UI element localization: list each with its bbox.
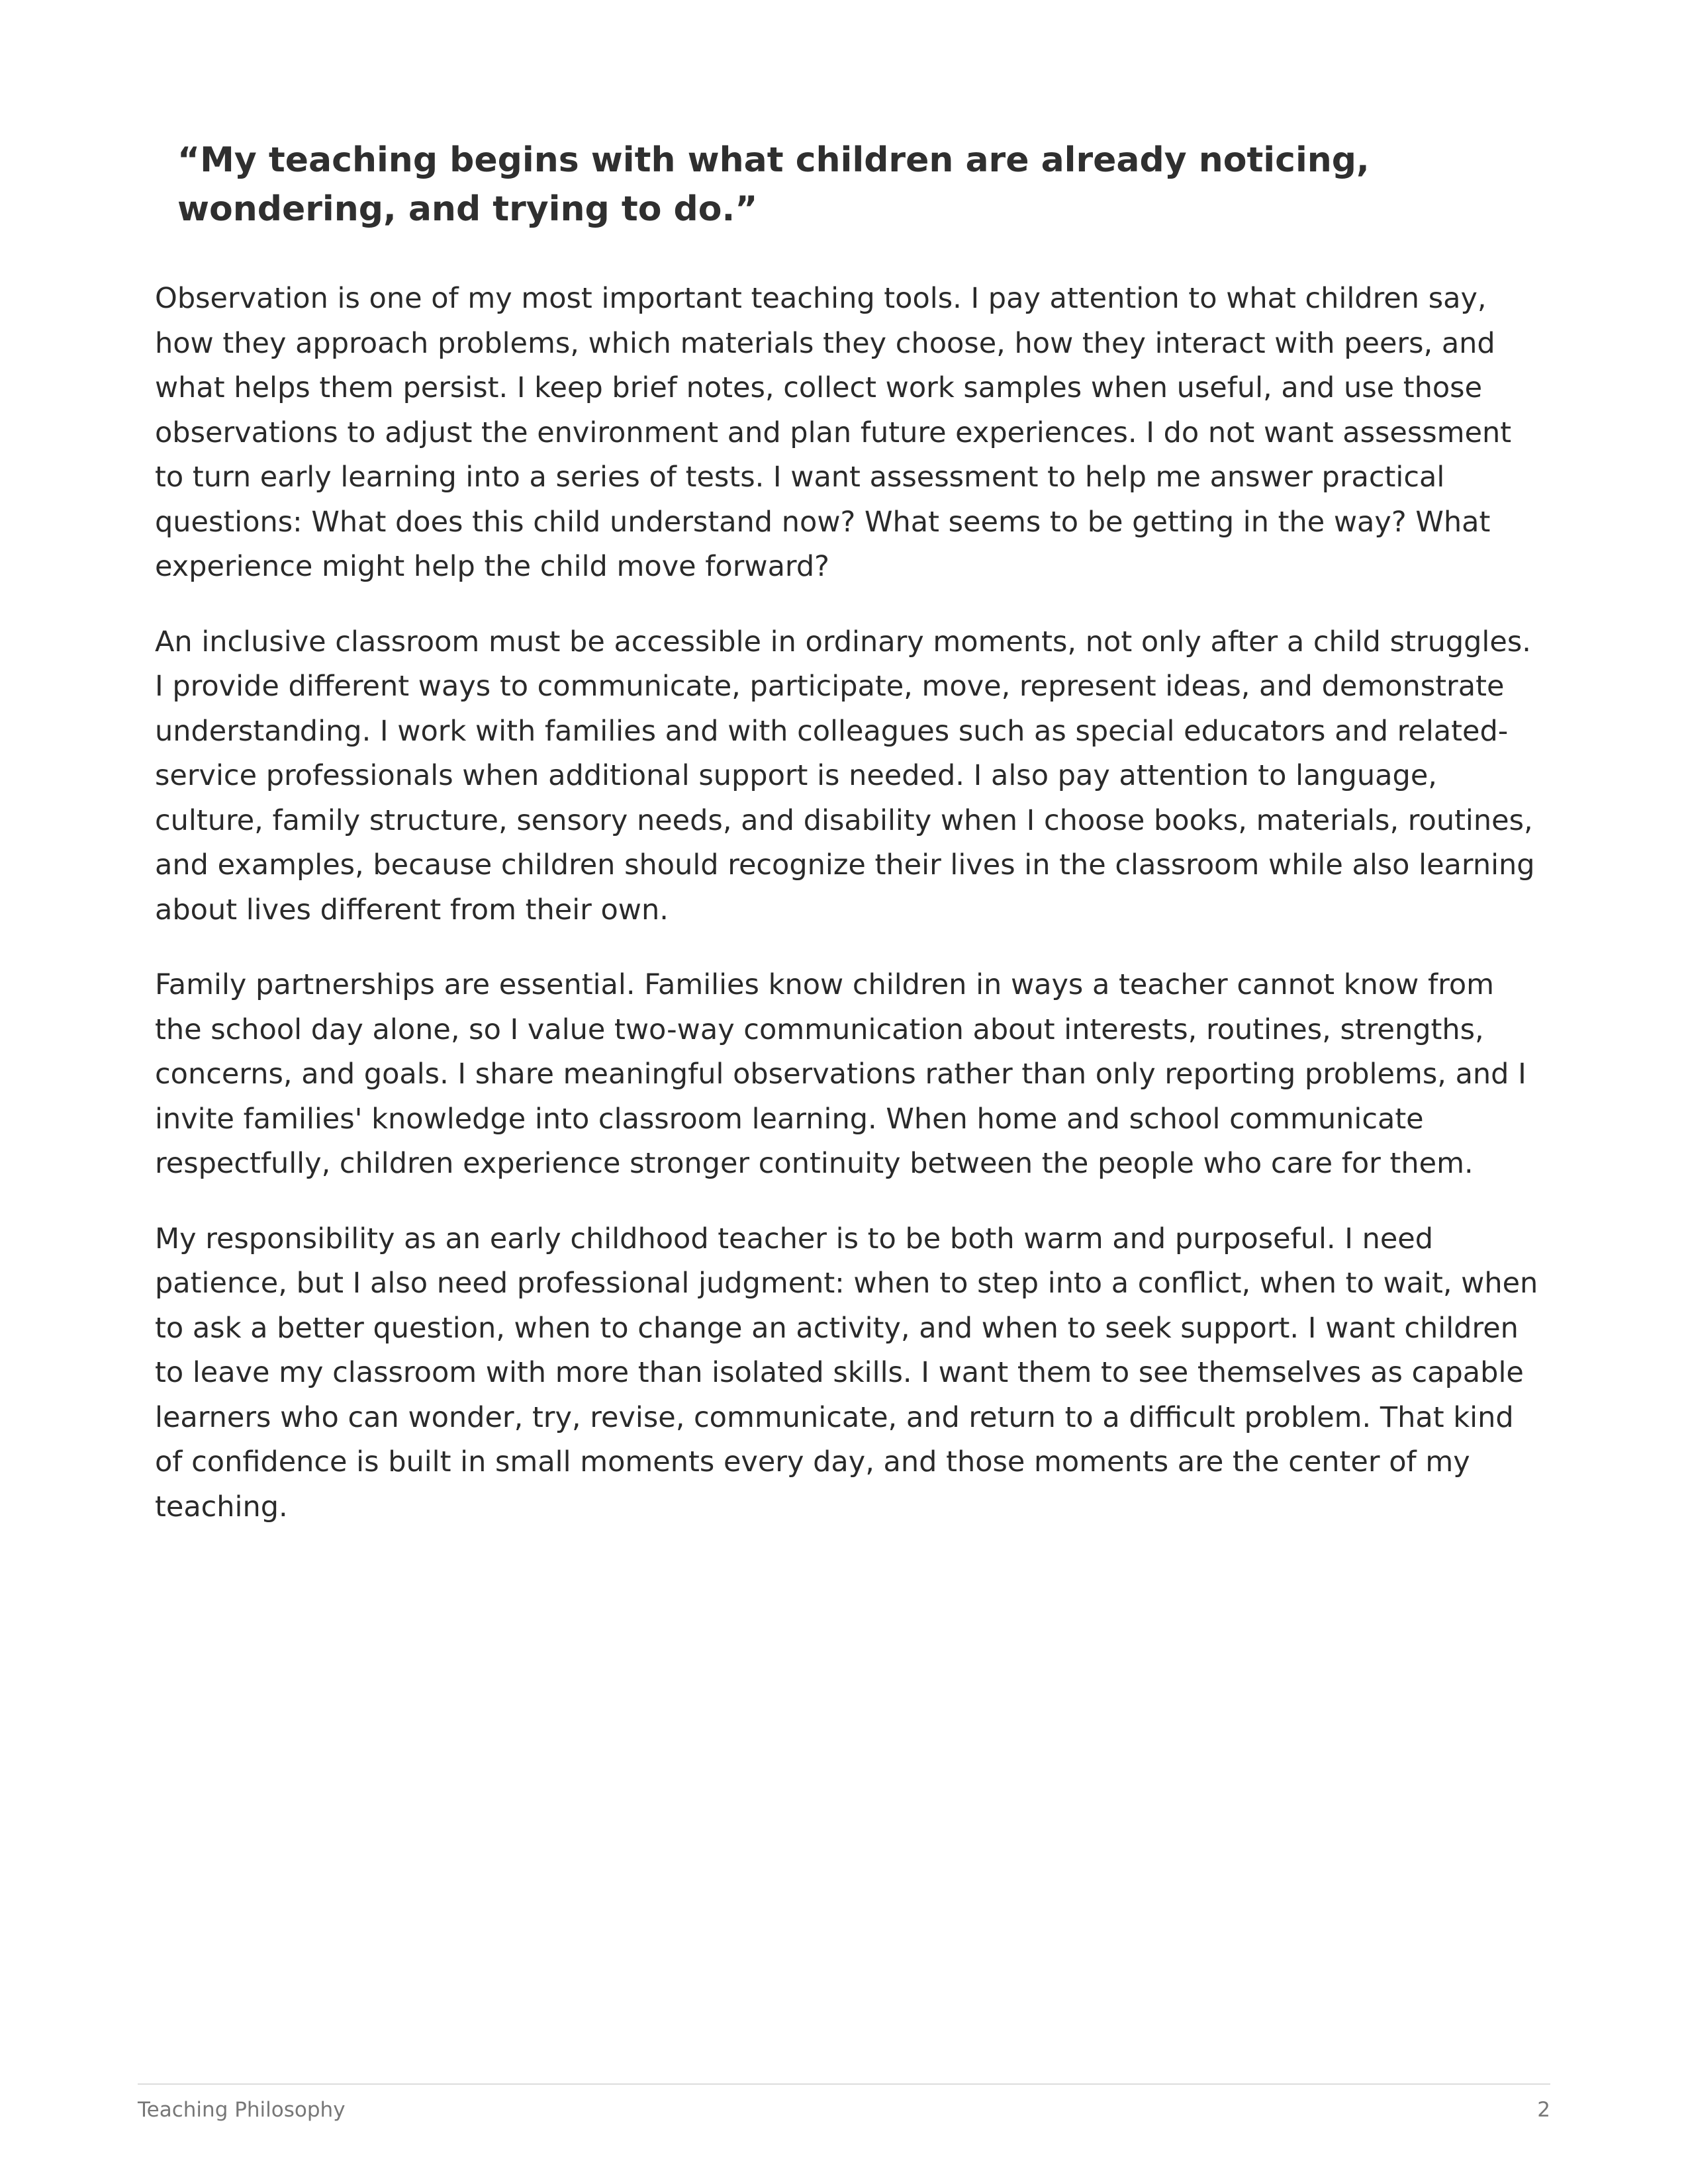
body-text xyxy=(155,277,1545,1560)
pull-quote: “My teaching begins with what children are already noticing, wondering, and trying to do.” xyxy=(177,140,1370,229)
paragraph-family-partnerships: Family partnerships are essential. Families know children in ways a teacher cannot know from the school day alone, so I value two-way communication about interests, routines, strengths, concerns, and goals. I share meaningful observations rather than only reporting problems, and I invite families' knowledge into classroom learning. When home and school communicate respectfully, children experience stronger continuity between the people who care for them. xyxy=(155,968,1526,1180)
footer-page-number: 2 xyxy=(1537,2098,1550,2122)
footer-document-title: Teaching Philosophy xyxy=(138,2098,346,2122)
paragraph-inclusive-classroom: An inclusive classroom must be accessible in ordinary moments, not only after a child struggles. I provide different ways to communicate, participate, move, represent ideas, and demonstrate understanding. I work with families and with colleagues such as special educators and related-service professionals when additional support is needed. I also pay attention to language, culture, family structure, sensory needs, and disability when I choose books, materials, routines, and examples, because children should recognize their lives in the classroom while also learning about lives different from their own. xyxy=(155,625,1535,927)
page-footer xyxy=(138,2083,1550,2122)
paragraph-responsibility: My responsibility as an early childhood teacher is to be both warm and purposeful. I need patience, but I also need professional judgment: when to step into a conflict, when to wait, when to ask a better question, when to change an activity, and when to seek support. I want children to leave my classroom with more than isolated skills. I want them to see themselves as capable learners who can wonder, try, revise, communicate, and return to a difficult problem. That kind of confidence is built in small moments every day, and those moments are the center of my teaching. xyxy=(155,1222,1538,1524)
paragraph-observation: Observation is one of my most important teaching tools. I pay attention to what children say, how they approach problems, which materials they choose, how they interact with peers, and what helps them persist. I keep brief notes, collect work samples when useful, and use those observations to adjust the environment and plan future experiences. I do not want assessment to turn early learning into a series of tests. I want assessment to help me answer practical questions: What does this child understand now? What seems to be getting in the way? What experience might help the child move forward? xyxy=(155,282,1512,583)
